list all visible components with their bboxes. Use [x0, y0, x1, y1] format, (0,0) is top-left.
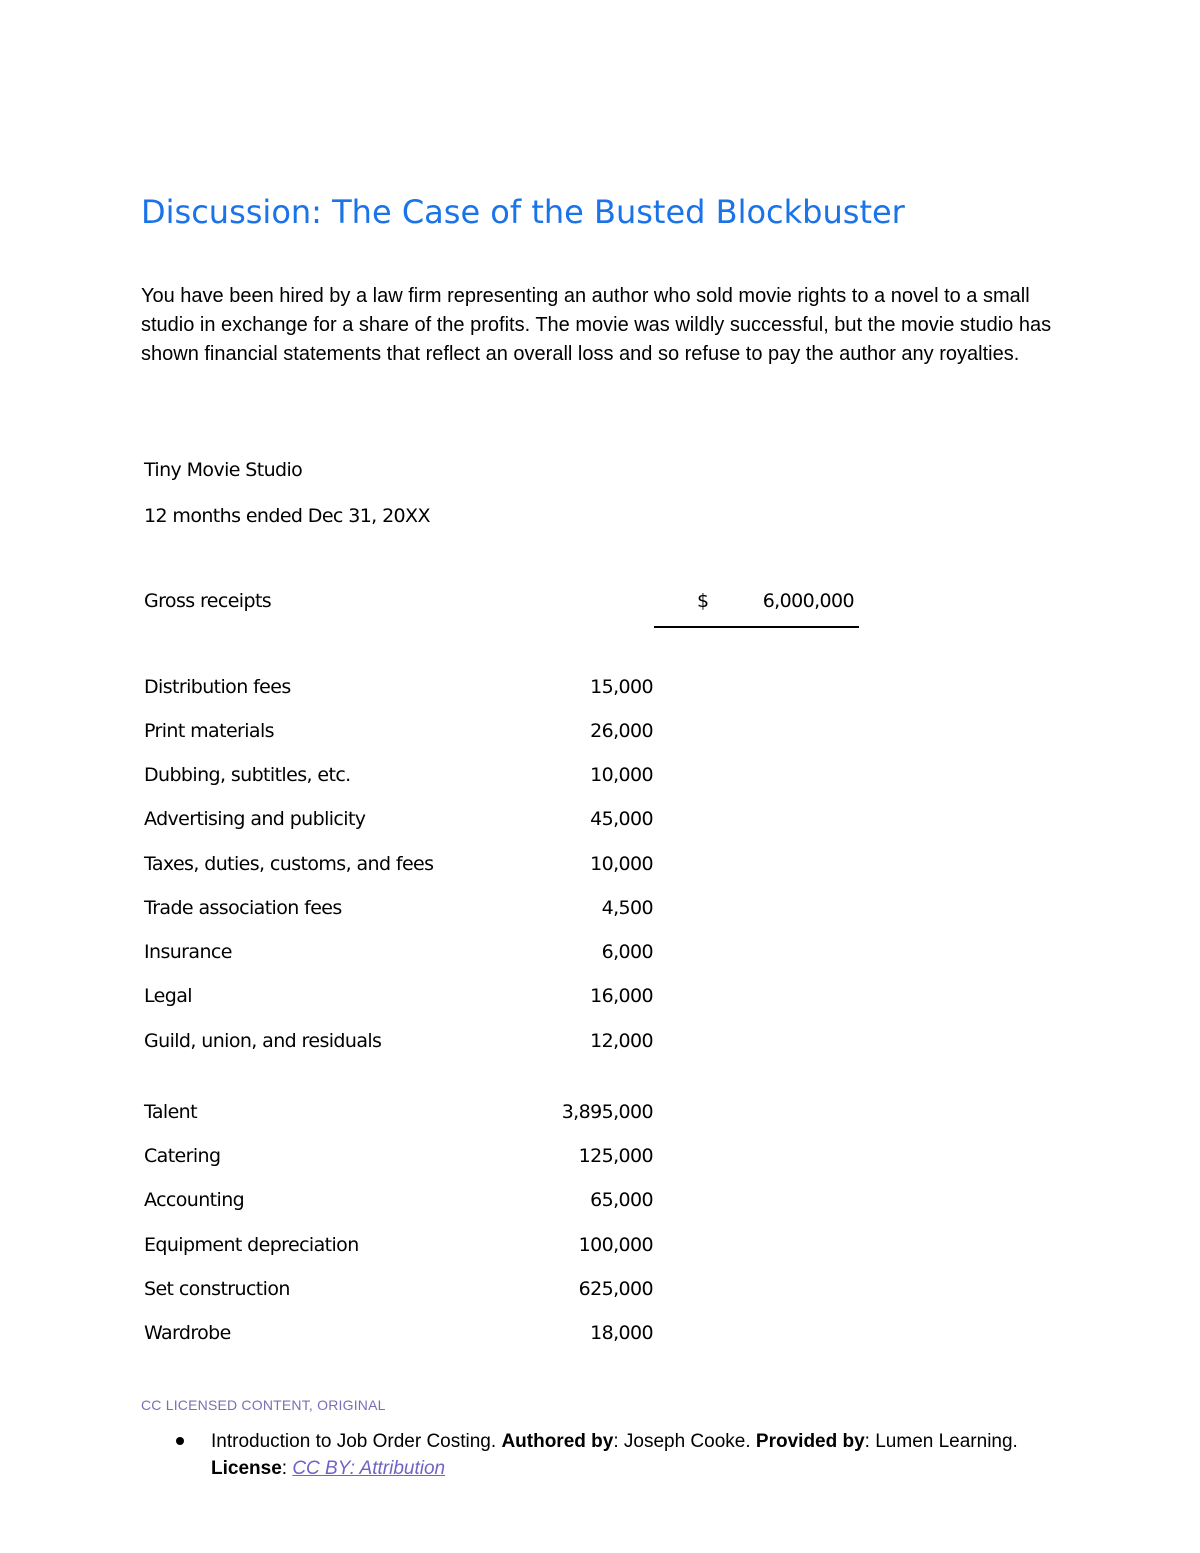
- expense-row: [144, 1318, 656, 1348]
- page-title: Discussion: The Case of the Busted Blockbuster: [141, 193, 905, 231]
- expense-row: [144, 893, 656, 923]
- authored-by-label: Authored by: [501, 1431, 614, 1452]
- gross-receipts-label: Gross receipts: [144, 590, 272, 612]
- expense-row: [144, 1097, 656, 1127]
- expense-amount: 26,000: [590, 720, 653, 742]
- expense-label: Dubbing, subtitles, etc.: [144, 764, 351, 786]
- license-separator: :: [281, 1458, 288, 1479]
- expense-row: [144, 849, 656, 879]
- expense-row: [144, 1274, 656, 1304]
- expense-amount: 6,000: [601, 941, 653, 963]
- work-title: Introduction to Job Order Costing.: [211, 1431, 497, 1452]
- expense-label: Guild, union, and residuals: [144, 1030, 382, 1052]
- expense-amount: 625,000: [578, 1278, 653, 1300]
- author-name: : Joseph Cooke.: [613, 1431, 751, 1452]
- expense-row: [144, 804, 656, 834]
- expense-amount: 100,000: [578, 1234, 653, 1256]
- gross-receipts-value: 6,000,000: [762, 590, 854, 612]
- expense-row: [144, 672, 656, 702]
- provider-name: : Lumen Learning.: [864, 1431, 1018, 1452]
- expense-row: [144, 716, 656, 746]
- expense-label: Print materials: [144, 720, 274, 742]
- expense-label: Wardrobe: [144, 1322, 231, 1344]
- license-item: [141, 1428, 1061, 1482]
- expense-row: [144, 1026, 656, 1056]
- expense-label: Insurance: [144, 941, 232, 963]
- expense-label: Distribution fees: [144, 676, 291, 698]
- expense-amount: 10,000: [590, 764, 653, 786]
- expense-row: [144, 981, 656, 1011]
- expense-label: Advertising and publicity: [144, 808, 366, 830]
- expense-amount: 18,000: [590, 1322, 653, 1344]
- expense-amount: 4,500: [601, 897, 653, 919]
- company-name: Tiny Movie Studio: [144, 459, 303, 481]
- license-heading: CC LICENSED CONTENT, ORIGINAL: [141, 1397, 386, 1413]
- provided-by-label: Provided by: [755, 1431, 865, 1452]
- expense-label: Accounting: [144, 1189, 245, 1211]
- expense-row: [144, 1141, 656, 1171]
- total-underline: [654, 626, 859, 628]
- expense-amount: 45,000: [590, 808, 653, 830]
- statement-period: 12 months ended Dec 31, 20XX: [144, 505, 430, 527]
- expense-label: Set construction: [144, 1278, 290, 1300]
- expense-row: [144, 937, 656, 967]
- expense-row: [144, 760, 656, 790]
- license-label: License: [211, 1458, 282, 1479]
- expense-label: Talent: [144, 1101, 197, 1123]
- expense-label: Legal: [144, 985, 192, 1007]
- currency-symbol: $: [697, 590, 709, 612]
- expense-amount: 16,000: [590, 985, 653, 1007]
- expense-label: Trade association fees: [144, 897, 342, 919]
- license-list: [141, 1428, 1061, 1482]
- license-link[interactable]: CC BY: Attribution: [292, 1458, 446, 1479]
- expense-amount: 15,000: [590, 676, 653, 698]
- expense-amount: 12,000: [590, 1030, 653, 1052]
- expense-list: [144, 0, 656, 1553]
- expense-label: Catering: [144, 1145, 221, 1167]
- expense-row: [144, 1185, 656, 1215]
- expense-amount: 65,000: [590, 1189, 653, 1211]
- expense-row: [144, 1230, 656, 1260]
- expense-amount: 3,895,000: [561, 1101, 653, 1123]
- expense-amount: 125,000: [578, 1145, 653, 1167]
- expense-amount: 10,000: [590, 853, 653, 875]
- expense-label: Taxes, duties, customs, and fees: [144, 853, 434, 875]
- intro-paragraph: You have been hired by a law firm representing an author who sold movie rights to a novel to a small studio in exchange for a share of the profits. The movie was wildly successful, but the movie studio has shown financial statements that reflect an overall loss and so refuse to pay the author any royalties.: [141, 285, 1052, 365]
- expense-label: Equipment depreciation: [144, 1234, 359, 1256]
- bullet-icon: [176, 1437, 184, 1445]
